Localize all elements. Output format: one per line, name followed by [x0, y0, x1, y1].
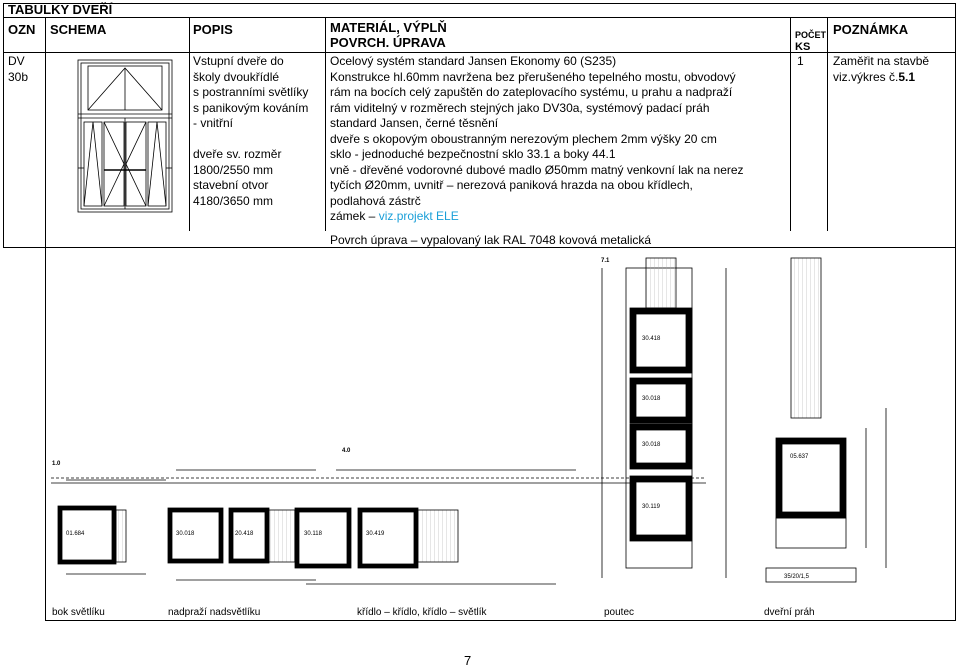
material-line: vně - dřevěné vodorovné dubové madlo Ø50mm matný venkovní lak na nerez [330, 162, 744, 177]
profile-code: 30.018 [642, 396, 661, 402]
label-kridlo: křídlo – křídlo, křídlo – světlík [357, 607, 487, 618]
header-ozn: OZN [8, 22, 36, 37]
col-divider-material [790, 17, 791, 231]
header-schema: SCHEMA [50, 22, 107, 37]
header-popis: POPIS [193, 22, 233, 37]
profile-code: 30.418 [642, 336, 661, 342]
title-divider [3, 17, 956, 18]
material-line: podlahová zástrč [330, 193, 421, 208]
profile-code: 20.418 [235, 531, 254, 537]
profile-details-drawing [46, 248, 954, 598]
popis-line: - vnitřní [193, 116, 234, 130]
material-line: Konstrukce hl.60mm navržena bez přerušeného tepelného mostu, obvodový [330, 69, 736, 84]
material-line: standard Jansen, černé těsnění [330, 116, 499, 130]
surface-text: Povrch úprava – vypalovaný lak RAL 7048 kovová metalická [330, 233, 652, 247]
profile-code: 35/20/1,5 [784, 574, 810, 580]
lock-link[interactable]: viz.projekt ELE [378, 209, 459, 223]
material-line: rám na bocích celý zapuštěn do zateplovacího systému, u prahu a nadpraží [330, 85, 733, 99]
header-pocet-line2: KS [795, 41, 811, 53]
label-poutec: poutec [604, 607, 635, 618]
material-line: rám viditelný v rozměrech stejných jako DV30a, systémový padací práh [330, 100, 710, 115]
material-line: tyčích Ø20mm, uvnitř – nerezová paniková hrazda na obou křídlech, [330, 178, 693, 192]
popis-line: stavební otvor [193, 178, 269, 192]
lock-line [330, 209, 744, 225]
table-top-border [3, 3, 956, 4]
label-bok: bok světlíku [52, 607, 105, 618]
pocet-value: 1 [797, 54, 804, 68]
label-prah: dveřní práh [764, 607, 815, 618]
header-material-line2: POVRCH. ÚPRAVA [330, 35, 446, 50]
door-schema-drawing [70, 56, 180, 216]
popis-line: dveře sv. rozměr [193, 147, 282, 161]
popis-line: s panikovým kováním [193, 100, 309, 115]
section-mark-1: 1.0 [52, 461, 61, 467]
table-right-border [955, 3, 956, 621]
popis-text [193, 54, 308, 209]
drawing-bottom-border [45, 620, 956, 621]
ozn-code [8, 54, 28, 85]
col-divider-popis [325, 17, 326, 231]
col-divider-pocet [827, 17, 828, 231]
profile-code: 30.018 [642, 442, 661, 448]
ozn-line2: 30b [8, 69, 29, 84]
popis-line: 1800/2550 mm [193, 162, 274, 177]
popis-spacer [193, 132, 308, 148]
section-mark-7: 7.1 [601, 258, 610, 264]
label-nadprazi: nadpraží nadsvětlíku [168, 607, 261, 618]
profile-code: 30.119 [642, 504, 660, 510]
material-line: dveře s okopovým oboustranným nerezovým plechem 2mm výšky 20 cm [330, 131, 717, 146]
table-left-border [3, 3, 4, 248]
profile-code: 05.637 [790, 454, 809, 460]
header-pocet [795, 29, 826, 53]
poznamka-line2: viz.výkres č.5.1 [833, 69, 916, 84]
profile-code: 30.118 [304, 531, 322, 537]
header-material-line1: MATERIÁL, VÝPLŇ [330, 20, 447, 35]
lock-prefix: zámek – [330, 209, 379, 223]
material-line: sklo - jednoduché bezpečnostní sklo 33.1 a boky 44.1 [330, 147, 616, 161]
profile-code: 01.684 [66, 531, 85, 537]
material-line: Ocelový systém standard Jansen Ekonomy 60 (S235) [330, 54, 617, 68]
header-material [330, 20, 447, 50]
poznamka-line1: Zaměřit na stavbě [833, 54, 930, 68]
header-pocet-line1: POČET [795, 30, 827, 40]
header-poznamka: POZNÁMKA [833, 22, 909, 37]
page-number: 7 [464, 653, 472, 668]
popis-line: školy dvoukřídlé [193, 69, 280, 84]
section-mark-4: 4.0 [342, 448, 351, 454]
ozn-line1: DV [8, 54, 25, 68]
popis-line: 4180/3650 mm [193, 193, 274, 208]
profile-code: 30.018 [176, 531, 195, 537]
popis-line: s postranními světlíky [193, 85, 309, 99]
table-title: TABULKY DVEŘÍ [8, 2, 113, 17]
material-text [330, 54, 744, 225]
profile-code: 30.419 [366, 531, 385, 537]
poznamka-text [833, 54, 929, 85]
popis-line: Vstupní dveře do [193, 54, 284, 68]
col-divider-schema [189, 17, 190, 231]
